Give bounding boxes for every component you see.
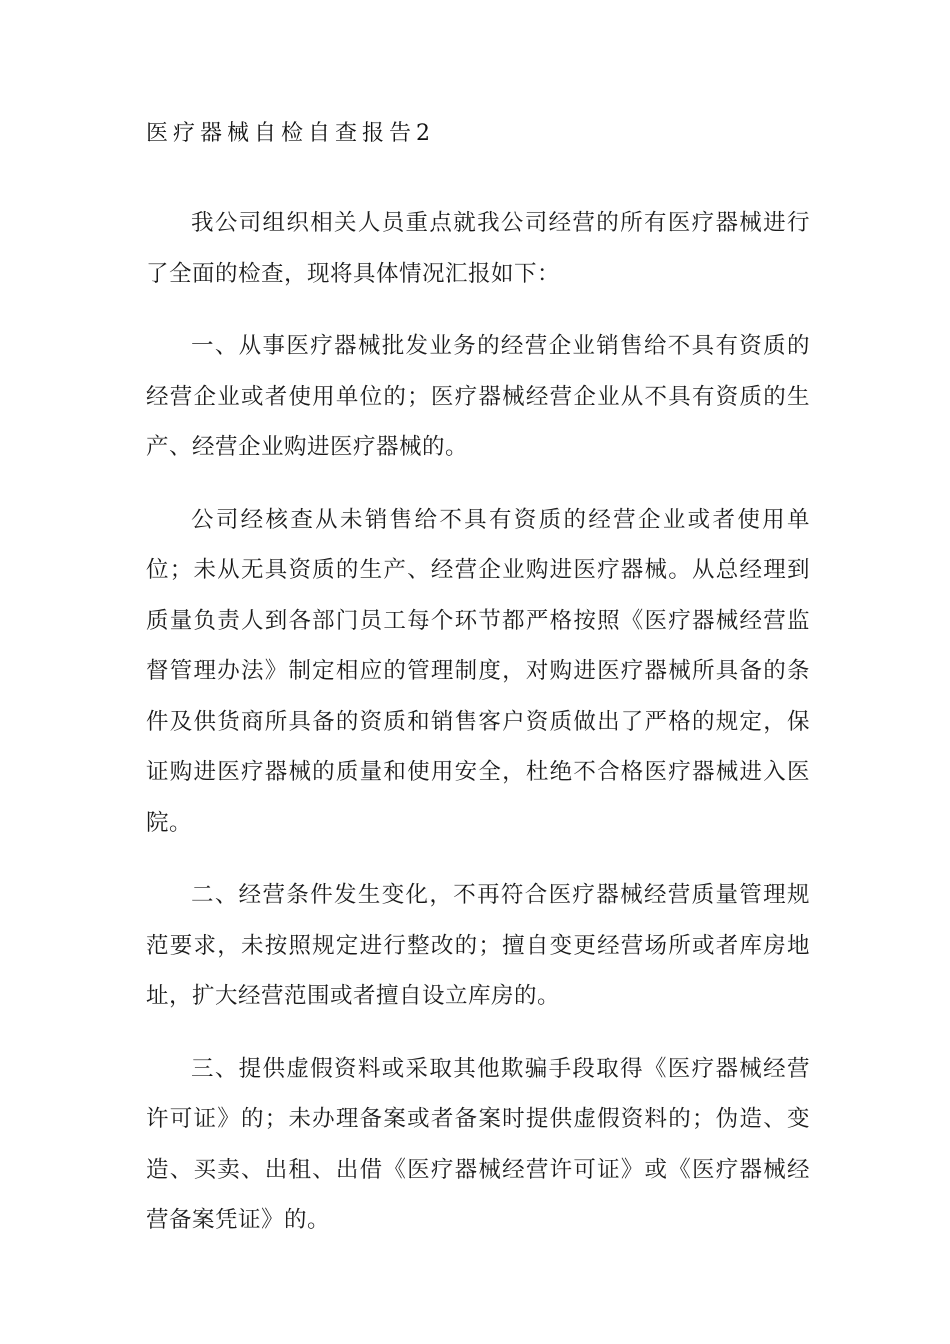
document-page — [146, 112, 810, 1268]
paragraph-item-three: 三、提供虚假资料或采取其他欺骗手段取得《医疗器械经营许可证》的；未办理备案或者备案时提供虚假资料的；伪造、变造、买卖、出租、出借《医疗器械经营许可证》或《医疗器械经营备案凭证》的。 — [146, 1055, 810, 1233]
paragraph-verification: 公司经核查从未销售给不具有资质的经营企业或者使用单位；未从无具资质的生产、经营企业购进医疗器械。从总经理到质量负责人到各部门员工每个环节都严格按照《医疗器械经营监督管理办法》制定相应的管理制度，对购进医疗器械所具备的条件及供货商所具备的资质和销售客户资质做出了严格的规定，保证购进医疗器械的质量和使用安全，杜绝不合格医疗器械进入医院。 — [146, 506, 810, 836]
paragraph-item-one: 一、从事医疗器械批发业务的经营企业销售给不具有资质的经营企业或者使用单位的；医疗器械经营企业从不具有资质的生产、经营企业购进医疗器械的。 — [146, 333, 810, 460]
paragraph-item-two: 二、经营条件发生变化，不再符合医疗器械经营质量管理规范要求，未按照规定进行整改的；擅自变更经营场所或者库房地址，扩大经营范围或者擅自设立库房的。 — [146, 882, 810, 1009]
document-title: 医疗器械自检自查报告2 — [146, 121, 435, 146]
paragraph-intro: 我公司组织相关人员重点就我公司经营的所有医疗器械进行了全面的检查，现将具体情况汇报如下： — [146, 210, 810, 287]
